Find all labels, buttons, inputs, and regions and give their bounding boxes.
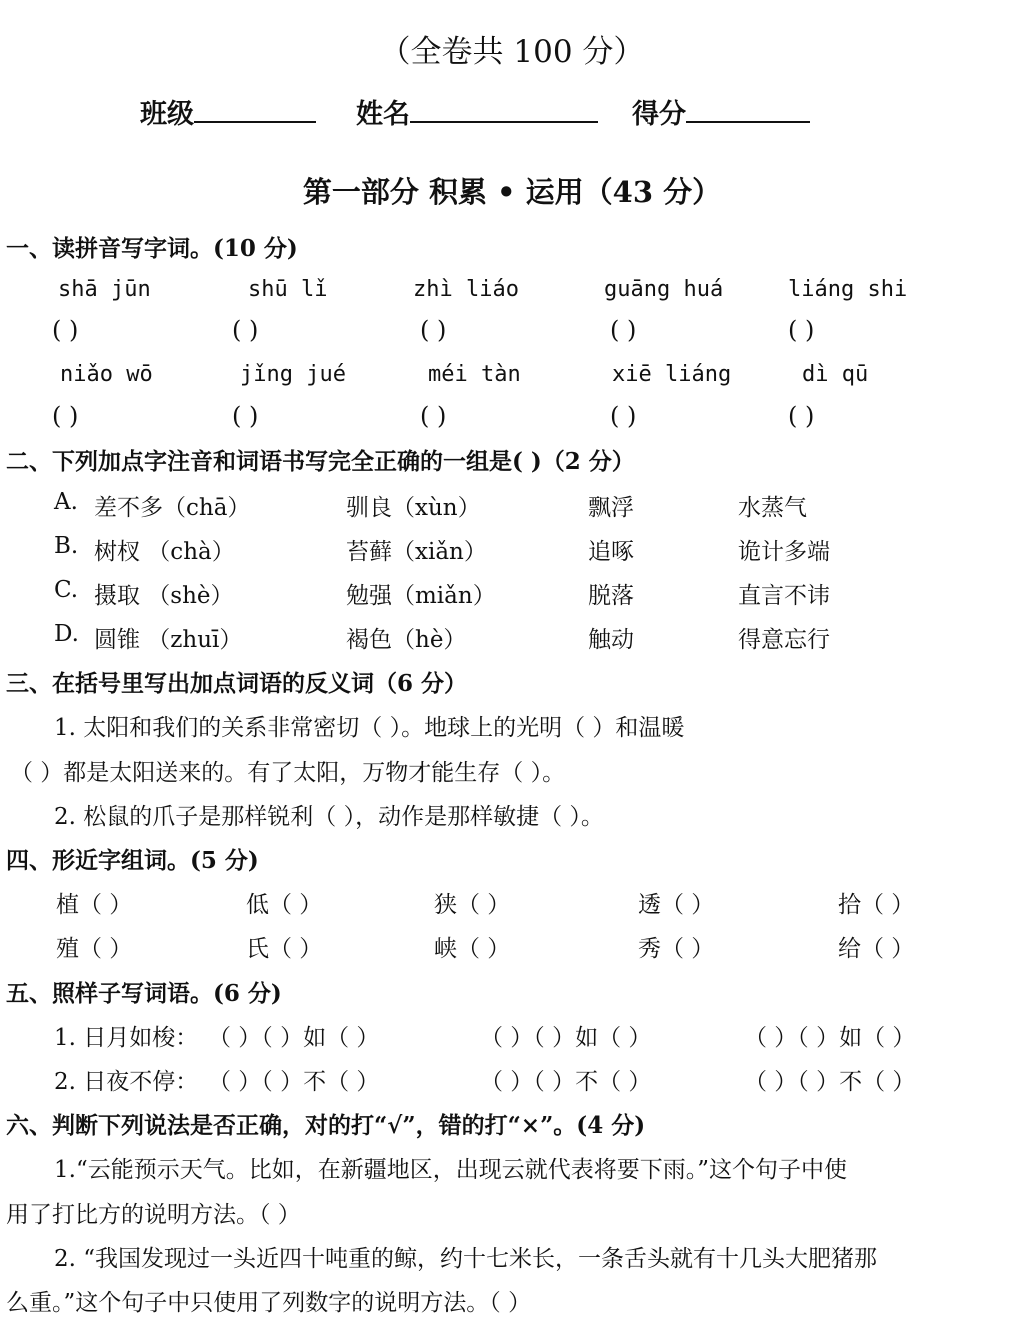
char-item[interactable]: 植（ ） [56, 892, 133, 918]
pinyin-10: dì qū [802, 362, 869, 387]
option-label: D. [54, 621, 79, 647]
pattern-blank[interactable]: （ ）（ ）如（ ） [208, 1025, 380, 1051]
pattern-blank[interactable]: （ ）（ ）如（ ） [744, 1025, 916, 1051]
score-blank[interactable] [686, 95, 810, 123]
char-item[interactable]: 透（ ） [638, 892, 715, 918]
answer-paren[interactable]: ( ) [232, 316, 259, 344]
char-item[interactable]: 拾（ ） [838, 892, 915, 918]
option-word: 树杈 （chà） [94, 539, 235, 565]
q6-title: 六、判断下列说法是否正确，对的打“√”，错的打“×”。(4 分) [6, 1112, 646, 1139]
answer-paren[interactable]: ( ) [52, 316, 79, 344]
option-label: B. [54, 533, 79, 559]
pinyin-2: shū lǐ [248, 277, 328, 302]
pinyin-7: jǐng jué [240, 362, 346, 387]
pattern-blank[interactable]: （ ）（ ）如（ ） [480, 1025, 652, 1051]
char-item[interactable]: 殖（ ） [56, 936, 133, 962]
option-word: 得意忘行 [738, 627, 830, 653]
char-item[interactable]: 低（ ） [246, 892, 323, 918]
char-item[interactable]: 狭（ ） [434, 892, 511, 918]
answer-paren[interactable]: ( ) [788, 316, 815, 344]
option-word: 追啄 [588, 539, 634, 565]
q3-sentence-2: 2. 松鼠的爪子是那样锐利（ ），动作是那样敏捷（ ）。 [54, 804, 604, 830]
option-word: 飘浮 [588, 495, 634, 521]
option-word: 触动 [588, 627, 634, 653]
score-label: 得分 [632, 99, 686, 130]
option-word: 直言不讳 [738, 583, 830, 609]
char-item[interactable]: 峡（ ） [434, 936, 511, 962]
score-field [632, 92, 810, 131]
answer-paren[interactable]: ( ) [610, 316, 637, 344]
total-score-note: （全卷共 100 分） [379, 34, 645, 70]
pinyin-5: liáng shi [788, 277, 908, 302]
answer-paren[interactable]: ( ) [232, 402, 259, 430]
answer-paren[interactable]: ( ) [420, 402, 447, 430]
char-item[interactable]: 给（ ） [838, 936, 915, 962]
option-word: 勉强（miǎn） [346, 583, 496, 609]
pinyin-8: méi tàn [428, 362, 521, 387]
name-blank[interactable] [410, 95, 598, 123]
q6-statement-1a: 1.“云能预示天气。比如，在新疆地区，出现云就代表将要下雨。”这个句子中使 [54, 1157, 847, 1183]
name-label: 姓名 [356, 99, 410, 130]
pattern-blank[interactable]: （ ）（ ）不（ ） [208, 1069, 380, 1095]
name-field [356, 92, 598, 131]
q1-title: 一、读拼音写字词。(10 分) [6, 235, 298, 262]
class-label: 班级 [140, 99, 194, 130]
class-blank[interactable] [194, 95, 316, 123]
pinyin-3: zhì liáo [413, 277, 519, 302]
q4-title: 四、形近字组词。(5 分) [6, 847, 259, 874]
pattern-blank[interactable]: （ ）（ ）不（ ） [480, 1069, 652, 1095]
pinyin-1: shā jūn [58, 277, 151, 302]
option-word: 苔藓（xiǎn） [346, 539, 487, 565]
pinyin-9: xiē liáng [612, 362, 732, 387]
q5-example-2: 2. 日夜不停： [54, 1069, 199, 1095]
part-title: 第一部分 积累 • 运用（43 分） [302, 175, 722, 209]
answer-paren[interactable]: ( ) [420, 316, 447, 344]
q3-title: 三、在括号里写出加点词语的反义词（6 分） [6, 670, 468, 697]
option-word: 驯良（xùn） [346, 495, 481, 521]
answer-paren[interactable]: ( ) [52, 402, 79, 430]
q6-statement-2b[interactable]: 么重。”这个句子中只使用了列数字的说明方法。（ ） [6, 1290, 532, 1316]
option-word: 差不多（chā） [94, 495, 251, 521]
option-word: 摄取 （shè） [94, 583, 234, 609]
option-word: 褐色（hè） [346, 627, 467, 653]
option-label: A. [54, 489, 78, 515]
answer-paren[interactable]: ( ) [788, 402, 815, 430]
q3-sentence-1b: （ ）都是太阳送来的。有了太阳，万物才能生存（ ）。 [10, 760, 566, 786]
pattern-blank[interactable]: （ ）（ ）不（ ） [744, 1069, 916, 1095]
answer-paren[interactable]: ( ) [610, 402, 637, 430]
option-label: C. [54, 577, 79, 603]
class-field [140, 92, 316, 131]
q6-statement-2a: 2. “我国发现过一头近四十吨重的鲸，约十七米长，一条舌头就有十几头大肥猪那 [54, 1246, 878, 1272]
option-word: 水蒸气 [738, 495, 807, 521]
pinyin-4: guāng huá [604, 277, 724, 302]
q5-example-1: 1. 日月如梭： [54, 1025, 199, 1051]
char-item[interactable]: 秀（ ） [638, 936, 715, 962]
q3-sentence-1a: 1. 太阳和我们的关系非常密切（ ）。地球上的光明（ ）和温暖 [54, 715, 685, 741]
char-item[interactable]: 氏（ ） [246, 936, 323, 962]
q5-title: 五、照样子写词语。(6 分) [6, 980, 282, 1007]
q6-statement-1b[interactable]: 用了打比方的说明方法。（ ） [6, 1202, 301, 1228]
pinyin-6: niǎo wō [60, 362, 153, 387]
option-word: 诡计多端 [738, 539, 830, 565]
option-word: 圆锥 （zhuī） [94, 627, 243, 653]
option-word: 脱落 [588, 583, 634, 609]
q2-title: 二、下列加点字注音和词语书写完全正确的一组是( )（2 分） [6, 448, 635, 475]
